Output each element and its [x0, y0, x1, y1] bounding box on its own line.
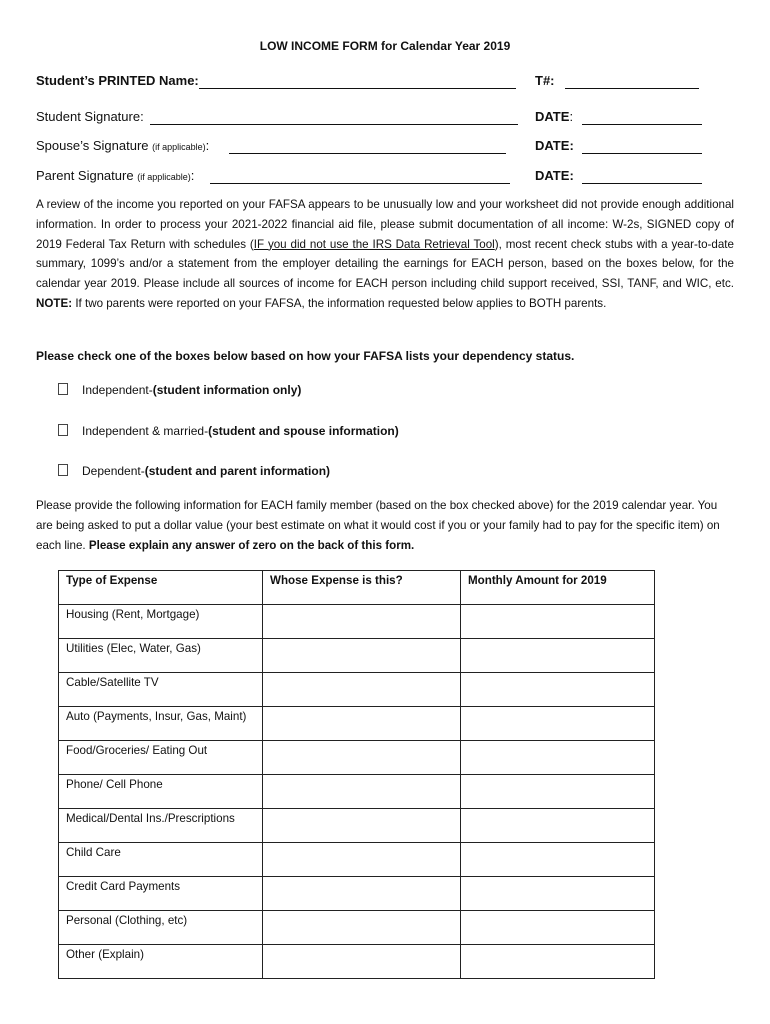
header-whose-expense: Whose Expense is this? — [263, 571, 461, 605]
spouse-signature-label-wrap — [36, 138, 209, 153]
option-detail: (student and spouse information) — [208, 424, 399, 438]
monthly-amount-cell[interactable] — [461, 877, 655, 911]
intro-underlined-text: IF you did not use the IRS Data Retrieval Tool — [253, 237, 495, 251]
whose-expense-cell[interactable] — [263, 911, 461, 945]
expense-type-cell: Auto (Payments, Insur, Gas, Maint) — [59, 707, 263, 741]
student-signature-label: Student Signature: — [36, 109, 144, 124]
expense-type-cell: Housing (Rent, Mortgage) — [59, 605, 263, 639]
table-row — [59, 877, 655, 911]
monthly-amount-cell[interactable] — [461, 809, 655, 843]
student-signature-input-line[interactable] — [150, 124, 518, 125]
header-monthly-amount: Monthly Amount for 2019 — [461, 571, 655, 605]
t-number-input-line[interactable] — [565, 88, 699, 89]
monthly-amount-cell[interactable] — [461, 741, 655, 775]
option-independent[interactable] — [58, 383, 301, 397]
option-label: Independent- — [82, 383, 153, 397]
expense-instruction-bold: Please explain any answer of zero on the back of this form. — [88, 538, 415, 552]
option-dependent[interactable] — [58, 464, 330, 478]
option-checkbox[interactable] — [58, 424, 68, 436]
parent-signature-label-wrap — [36, 168, 194, 183]
monthly-amount-cell[interactable] — [461, 911, 655, 945]
expense-table — [58, 570, 655, 979]
dependency-instruction: Please check one of the boxes below based on how your FAFSA lists your dependency status. — [36, 349, 575, 363]
whose-expense-cell[interactable] — [263, 673, 461, 707]
date-colon: : — [569, 138, 574, 153]
table-row — [59, 673, 655, 707]
expense-instruction-text: Please provide the following information for EACH family member (based on the box checked above) for the 2019 calendar year. You are being asked to put a dollar value (your best estimate on what it would cost if you or your family had to pay for the specific item) on each line. — [36, 499, 720, 552]
whose-expense-cell[interactable] — [263, 945, 461, 979]
option-detail: (student and parent information) — [144, 464, 331, 478]
whose-expense-cell[interactable] — [263, 843, 461, 877]
date-label-text: DATE — [535, 138, 570, 153]
parent-signature-input-line[interactable] — [210, 183, 510, 184]
option-checkbox[interactable] — [58, 383, 68, 395]
parent-signature-note: (if applicable) — [137, 172, 191, 182]
date-label-text: DATE — [535, 109, 570, 124]
expense-type-cell: Child Care — [59, 843, 263, 877]
whose-expense-cell[interactable] — [263, 775, 461, 809]
intro-text-2: ), most recent check stubs with a year-to-date summary, 1099’s and/or a statement from the employer detailing the earnings for EACH person, based on the boxes below, for the calendar year 2019. Please include all sources of income for EACH person including child support received, SSI, TANF, and WIC, etc. — [36, 237, 734, 291]
date-colon: : — [569, 168, 574, 183]
option-detail: (student information only) — [152, 383, 302, 397]
expense-type-cell: Phone/ Cell Phone — [59, 775, 263, 809]
whose-expense-cell[interactable] — [263, 605, 461, 639]
student-name-input-line[interactable] — [199, 88, 516, 89]
table-row — [59, 911, 655, 945]
parent-signature-row — [36, 168, 736, 188]
table-row — [59, 945, 655, 979]
expense-type-cell: Cable/Satellite TV — [59, 673, 263, 707]
spouse-date-input-line[interactable] — [582, 153, 702, 154]
parent-date-label — [535, 168, 574, 183]
option-label: Independent & married- — [82, 424, 209, 438]
monthly-amount-cell[interactable] — [461, 707, 655, 741]
header-type-of-expense: Type of Expense — [59, 571, 263, 605]
spouse-date-label — [535, 138, 574, 153]
whose-expense-cell[interactable] — [263, 639, 461, 673]
student-date-label — [535, 109, 573, 124]
whose-expense-cell[interactable] — [263, 707, 461, 741]
intro-paragraph — [36, 195, 734, 314]
table-row — [59, 809, 655, 843]
whose-expense-cell[interactable] — [263, 809, 461, 843]
student-date-input-line[interactable] — [582, 124, 702, 125]
monthly-amount-cell[interactable] — [461, 605, 655, 639]
table-row — [59, 843, 655, 877]
spouse-colon: : — [205, 138, 210, 153]
expense-type-cell: Utilities (Elec, Water, Gas) — [59, 639, 263, 673]
parent-signature-label: Parent Signature — [36, 168, 134, 183]
parent-date-input-line[interactable] — [582, 183, 702, 184]
student-name-row — [36, 73, 736, 93]
option-independent-married[interactable] — [58, 424, 399, 438]
intro-note-text: If two parents were reported on your FAFSA, the information requested below applies to BOTH parents. — [75, 296, 607, 310]
expense-type-cell: Medical/Dental Ins./Prescriptions — [59, 809, 263, 843]
table-row — [59, 639, 655, 673]
expense-type-cell: Personal (Clothing, etc) — [59, 911, 263, 945]
whose-expense-cell[interactable] — [263, 741, 461, 775]
option-label: Dependent- — [82, 464, 145, 478]
table-row — [59, 707, 655, 741]
monthly-amount-cell[interactable] — [461, 775, 655, 809]
date-label-text: DATE — [535, 168, 570, 183]
table-row — [59, 605, 655, 639]
intro-text-1: A review of the income you reported on your FAFSA appears to be unusually low and your worksheet did not provide enough additional information. In order to process your 2021-2022 financial aid file, please submit documentation of all income: W-2s, SIGNED copy of 2019 Federal Tax Return with schedules ( — [36, 198, 734, 251]
spouse-signature-note: (if applicable) — [152, 142, 206, 152]
expense-type-cell: Other (Explain) — [59, 945, 263, 979]
student-name-label: Student’s PRINTED Name: — [36, 73, 199, 88]
monthly-amount-cell[interactable] — [461, 673, 655, 707]
parent-colon: : — [190, 168, 195, 183]
spouse-signature-label: Spouse’s Signature — [36, 138, 149, 153]
expense-type-cell: Credit Card Payments — [59, 877, 263, 911]
intro-note-label: NOTE: — [36, 296, 73, 310]
whose-expense-cell[interactable] — [263, 877, 461, 911]
t-number-label: T#: — [535, 73, 555, 88]
expense-type-cell: Food/Groceries/ Eating Out — [59, 741, 263, 775]
date-colon: : — [569, 109, 574, 124]
form-title: LOW INCOME FORM for Calendar Year 2019 — [259, 39, 511, 53]
monthly-amount-cell[interactable] — [461, 843, 655, 877]
table-header-row — [59, 571, 655, 605]
spouse-signature-input-line[interactable] — [229, 153, 506, 154]
option-checkbox[interactable] — [58, 464, 68, 476]
student-signature-row — [36, 109, 736, 129]
spouse-signature-row — [36, 138, 736, 158]
monthly-amount-cell[interactable] — [461, 639, 655, 673]
expense-instruction — [36, 496, 734, 555]
table-row — [59, 741, 655, 775]
table-row — [59, 775, 655, 809]
monthly-amount-cell[interactable] — [461, 945, 655, 979]
